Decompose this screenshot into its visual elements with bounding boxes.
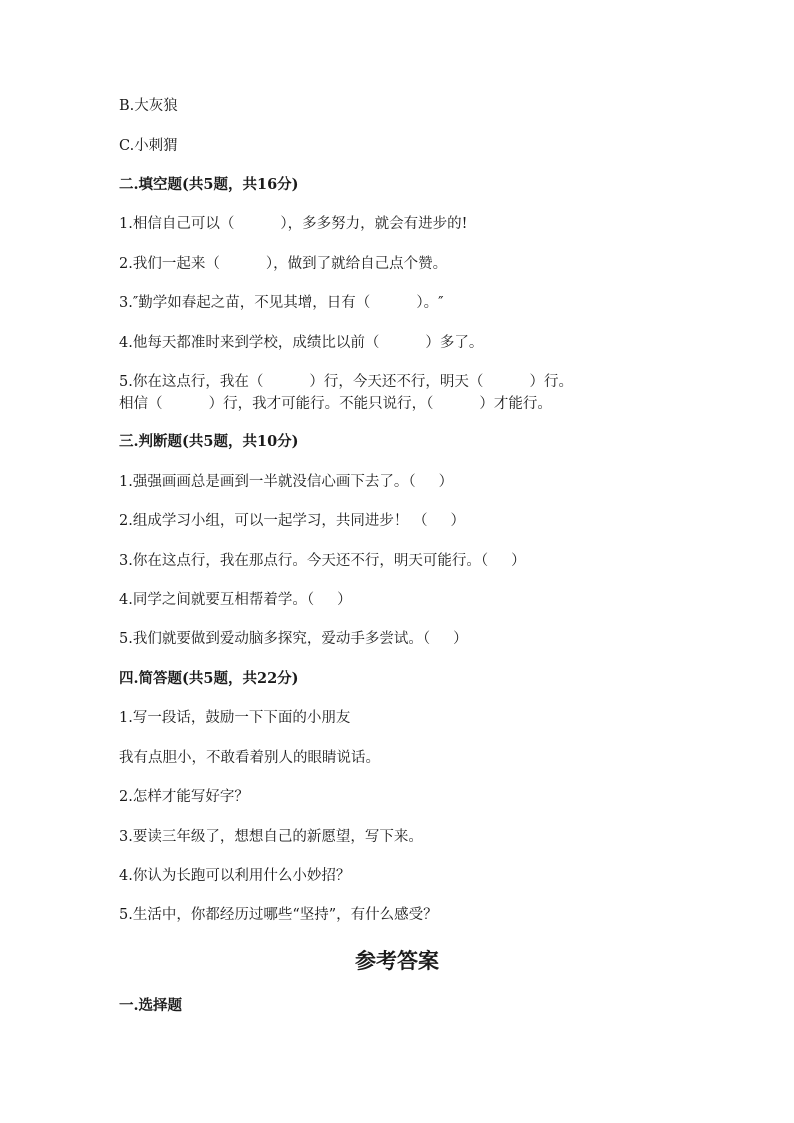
fill-blank-question: 2.我们一起来（ ），做到了就给自己点个赞。 <box>119 256 448 272</box>
choice-option-c: C.小刺猬 <box>119 138 178 154</box>
choice-option-b: B.大灰狼 <box>119 98 178 114</box>
short-answer-question: 2.怎样才能写好字？ <box>119 789 249 805</box>
fill-blank-question: 3.″勤学如春起之苗，不见其增，日有（ ）。″ <box>119 295 444 311</box>
true-false-question: 5.我们就要做到爱动脑多探究，爱动手多尝试。（ ） <box>119 631 468 647</box>
true-false-question: 2.组成学习小组，可以一起学习，共同进步！ （ ） <box>119 513 465 529</box>
answer-section-heading: 一.选择题 <box>119 997 183 1014</box>
section-heading-true-false: 三.判断题(共5题，共10分) <box>119 433 299 450</box>
section-heading-fill-blank: 二.填空题(共5题，共16分) <box>119 176 299 193</box>
answer-key-title: 参考答案 <box>355 948 439 973</box>
true-false-question: 4.同学之间就要互相帮着学。（ ） <box>119 592 352 608</box>
fill-blank-question: 5.你在这点行，我在（ ）行，今天还不行，明天（ ）行。 <box>119 374 574 390</box>
true-false-question: 3.你在这点行，我在那点行。今天还不行，明天可能行。（ ） <box>119 553 526 569</box>
true-false-question: 1.强强画画总是画到一半就没信心画下去了。（ ） <box>119 474 454 490</box>
section-heading-short-answer: 四.简答题(共5题，共22分) <box>119 670 299 687</box>
fill-blank-question: 4.他每天都准时来到学校，成绩比以前（ ）多了。 <box>119 335 484 351</box>
fill-blank-question: 1.相信自己可以（ ），多多努力，就会有进步的! <box>119 216 468 232</box>
fill-blank-question-continued: 相信（ ）行，我才可能行。不能只说行，（ ）才能行。 <box>119 396 552 412</box>
short-answer-question: 1.写一段话，鼓励一下下面的小朋友 <box>119 710 351 726</box>
short-answer-question: 3.要读三年级了，想想自己的新愿望，写下来。 <box>119 829 423 845</box>
short-answer-question: 5.生活中，你都经历过哪些“坚持”，有什么感受？ <box>119 907 438 923</box>
short-answer-question: 4.你认为长跑可以利用什么小妙招？ <box>119 868 351 884</box>
short-answer-prompt: 我有点胆小，不敢看着别人的眼睛说话。 <box>119 750 380 766</box>
